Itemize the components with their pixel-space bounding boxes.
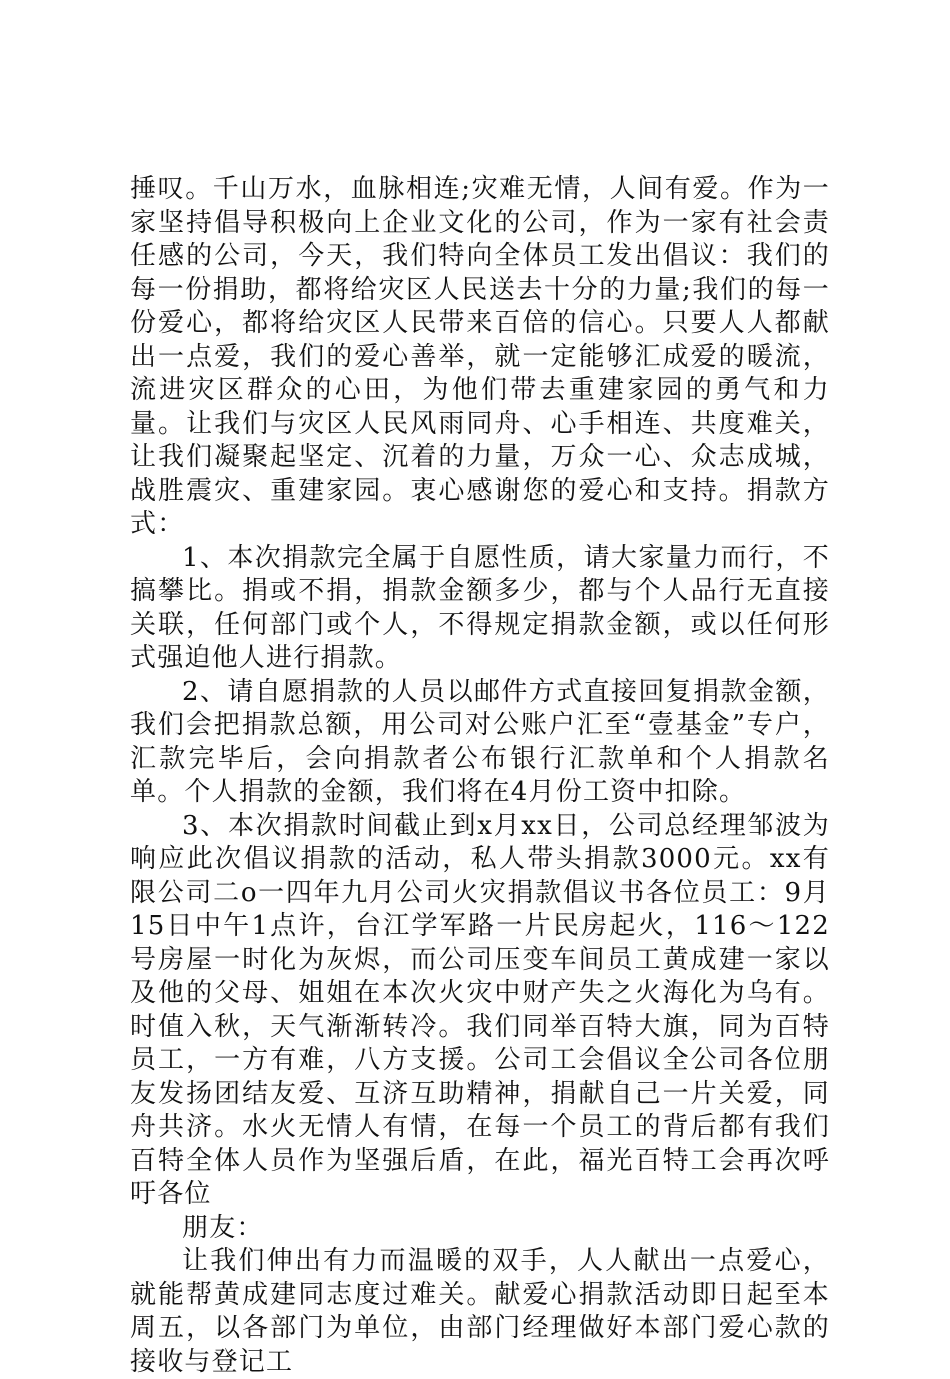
document-page [130, 173, 830, 1379]
paragraph-item-2: 2、请自愿捐款的人员以邮件方式直接回复捐款金额，我们会把捐款总额，用公司对公账户汇至“壹基金”专户，汇款完毕后，会向捐款者公布银行汇款单和个人捐款名单。个人捐款的金额，我们将在4月份工资中扣除。 [130, 676, 830, 807]
paragraph-closing: 让我们伸出有力而温暖的双手，人人献出一点爱心，就能帮黄成建同志度过难关。献爱心捐款活动即日起至本周五，以各部门为单位，由部门经理做好本部门爱心款的接收与登记工 [130, 1246, 830, 1377]
paragraph-appeal-intro: 捶叹。千山万水，血脉相连;灾难无情，人间有爱。作为一家坚持倡导积极向上企业文化的公司，作为一家有社会责任感的公司，今天，我们特向全体员工发出倡议：我们的每一份捐助，都将给灾区人民送去十分的力量;我们的每一份爱心，都将给灾区人民带来百倍的信心。只要人人都献出一点爱，我们的爱心善举，就一定能够汇成爱的暖流，流进灾区群众的心田，为他们带去重建家园的勇气和力量。让我们与灾区人民风雨同舟、心手相连、共度难关，让我们凝聚起坚定、沉着的力量，万众一心、众志成城，战胜震灾、重建家园。衷心感谢您的爱心和支持。捐款方式： [130, 174, 830, 539]
paragraph-item-1: 1、本次捐款完全属于自愿性质，请大家量力而行，不搞攀比。捐或不捐，捐款金额多少，都与个人品行无直接关联，任何部门或个人，不得规定捐款金额，或以任何形式强迫他人进行捐款。 [130, 542, 830, 673]
paragraph-salutation: 朋友： [182, 1212, 264, 1243]
paragraph-item-3: 3、本次捐款时间截止到x月xx日，公司总经理邹波为响应此次倡议捐款的活动，私人带头捐款3000元。xx有限公司二o一四年九月公司火灾捐款倡议书各位员工：9月15日中午1点许，台江学军路一片民房起火，116～122号房屋一时化为灰烬，而公司压变车间员工黄成建一家以及他的父母、姐姐在本次火灾中财产失之火海化为乌有。时值入秋，天气渐渐转冷。我们同举百特大旗，同为百特员工，一方有难，八方支援。公司工会倡议全公司各位朋友发扬团结友爱、互济互助精神，捐献自己一片关爱，同舟共济。水火无情人有情，在每一个员工的背后都有我们百特全体人员作为坚强后盾，在此，福光百特工会再次呼吁各位 [130, 810, 830, 1209]
